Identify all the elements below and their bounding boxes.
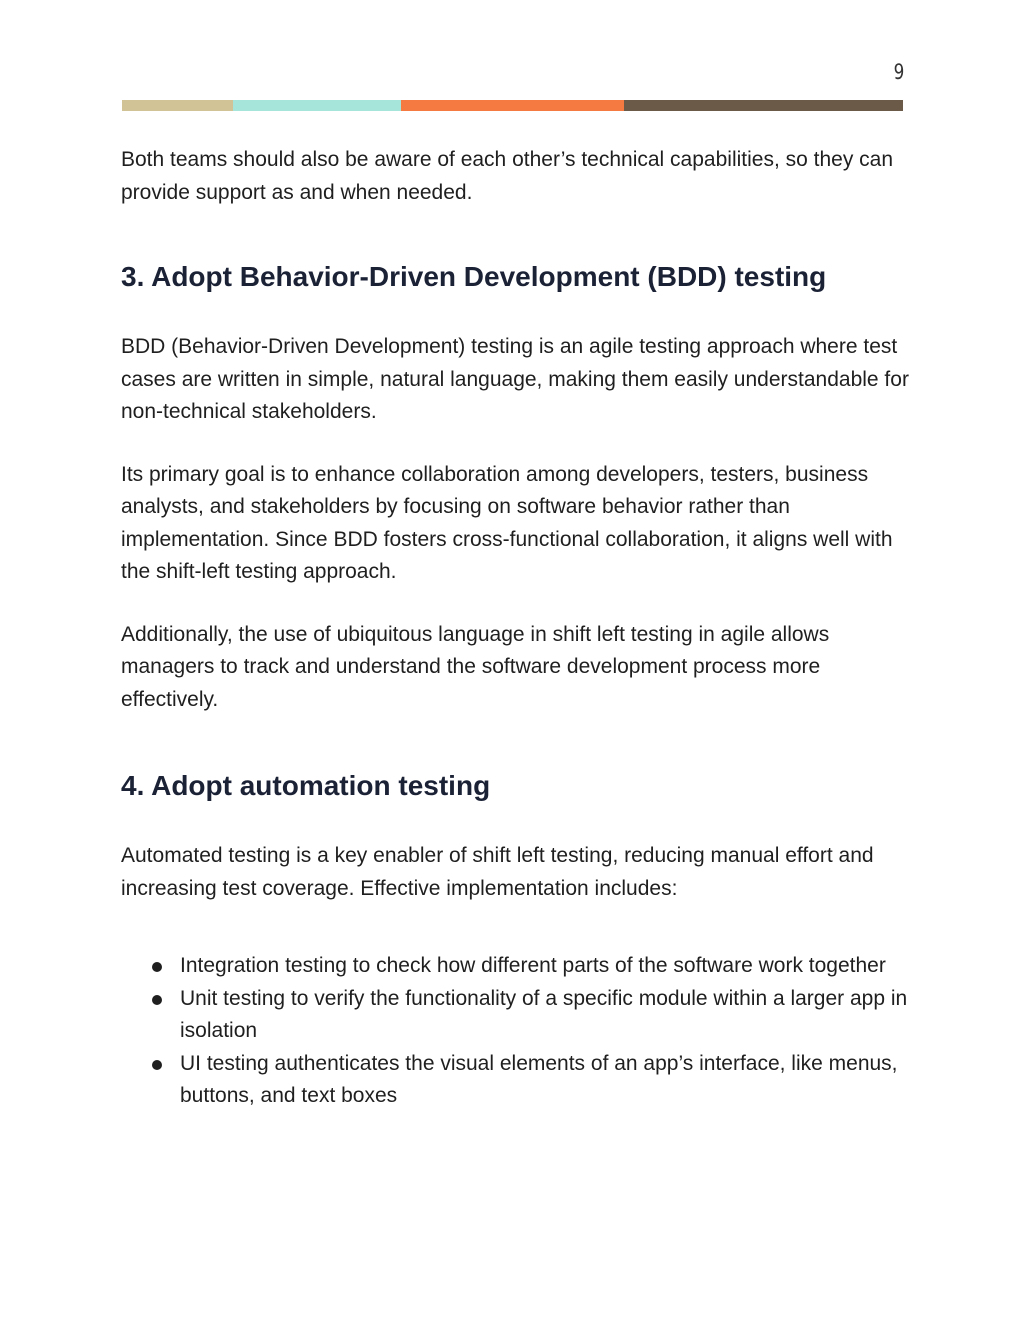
list-item-text: UI testing authenticates the visual elements of an app’s interface, like menus, buttons, and text boxes (180, 1051, 898, 1107)
section-4-heading: 4. Adopt automation testing (121, 770, 491, 801)
color-bar-segment-4 (624, 100, 903, 111)
automation-testing-list (121, 950, 911, 1113)
section-3-heading: 3. Adopt Behavior-Driven Development (BDD) testing (121, 261, 827, 292)
intro-paragraph: Both teams should also be aware of each other’s technical capabilities, so they can provide support as and when needed. (121, 148, 894, 204)
list-item (121, 983, 911, 1048)
bullet-icon (152, 995, 162, 1005)
document-body (121, 144, 911, 1113)
color-bar-segment-1 (122, 100, 233, 111)
list-item-text: Unit testing to verify the functionality of a specific module within a larger app in isolation (180, 986, 908, 1042)
list-item (121, 950, 911, 983)
section-3-paragraph-1: BDD (Behavior-Driven Development) testing is an agile testing approach where test cases are written in simple, natural language, making them easily understandable for non-technical stakeholders. (121, 335, 909, 423)
page-number: 9 (893, 60, 904, 84)
bullet-icon (152, 1060, 162, 1070)
header-color-bar (122, 100, 903, 111)
section-3-paragraph-2: Its primary goal is to enhance collaboration among developers, testers, business analysts, and stakeholders by focusing on software behavior rather than implementation. Since BDD fosters cross-functional collaboration, it aligns well with the shift-left testing approach. (121, 462, 893, 583)
list-item-text: Integration testing to check how different parts of the software work together (180, 954, 886, 977)
color-bar-segment-2 (233, 100, 401, 111)
section-3-paragraph-3: Additionally, the use of ubiquitous language in shift left testing in agile allows managers to track and understand the software development process more effectively. (121, 622, 830, 711)
list-item (121, 1048, 911, 1113)
section-4-paragraph: Automated testing is a key enabler of shift left testing, reducing manual effort and increasing test coverage. Effective implementation includes: (121, 844, 874, 900)
color-bar-segment-3 (401, 100, 624, 111)
bullet-icon (152, 962, 162, 972)
